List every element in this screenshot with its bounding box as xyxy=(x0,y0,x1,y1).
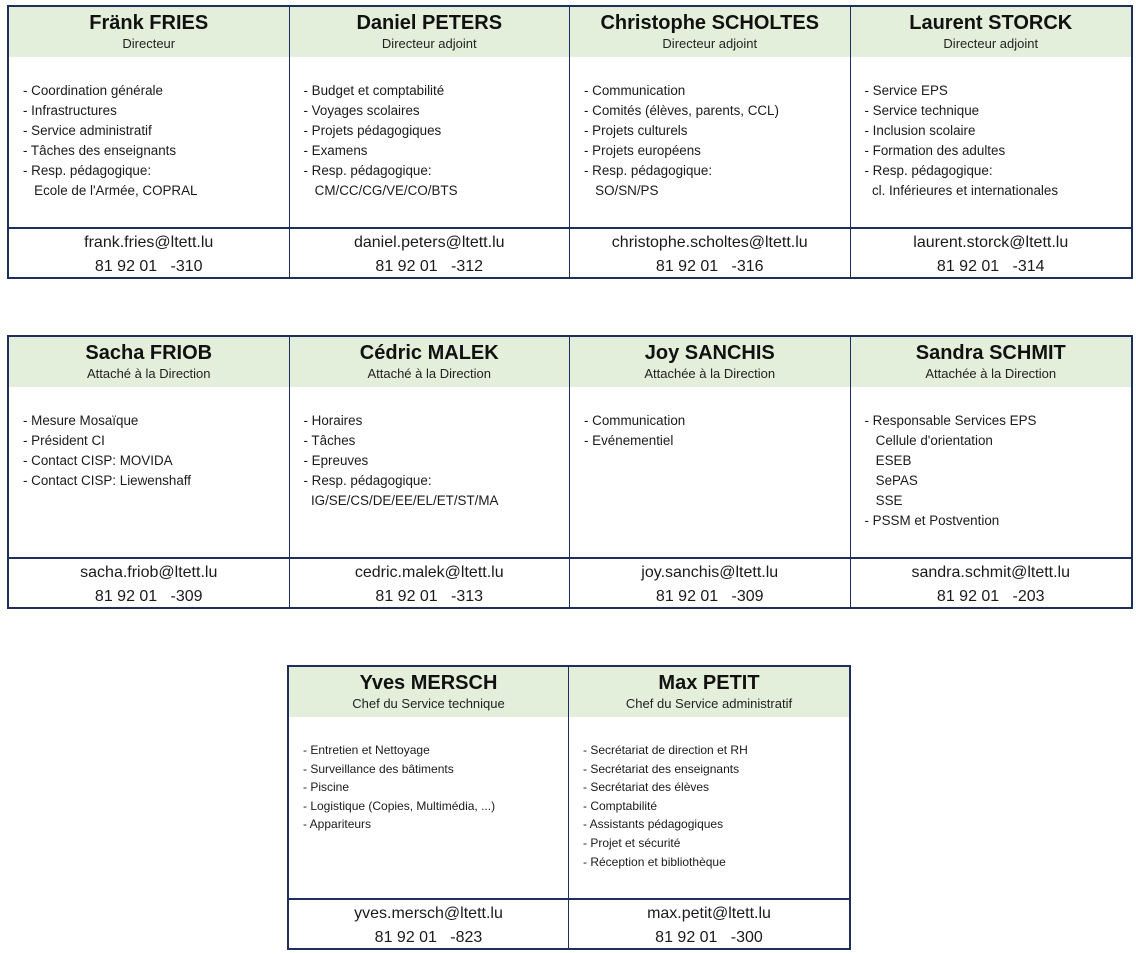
phone-number: 81 92 01 -313 xyxy=(375,588,484,605)
task-item: - Réception et bibliothèque xyxy=(583,854,726,869)
task-item: SO/SN/PS xyxy=(584,183,659,198)
staff-name: Daniel PETERS xyxy=(356,12,503,34)
staff-name: Sacha FRIOB xyxy=(85,342,213,364)
contact-footer xyxy=(290,557,570,609)
staff-name: Cédric MALEK xyxy=(359,342,499,364)
phone-number: 81 92 01 -203 xyxy=(936,588,1045,605)
task-item: Ecole de l'Armée, COPRAL xyxy=(23,183,198,198)
contact-footer xyxy=(851,227,1132,279)
staff-card xyxy=(289,667,569,950)
card-header xyxy=(570,337,850,387)
task-item: - Responsable Services EPS xyxy=(864,413,1037,428)
phone-number: 81 92 01 -312 xyxy=(375,258,484,275)
staff-name: Sandra SCHMIT xyxy=(915,342,1066,364)
email-link[interactable]: yves.mersch@ltett.lu xyxy=(354,905,503,922)
task-item: - Entretien et Nettoyage xyxy=(303,743,430,757)
staff-role: Directeur adjoint xyxy=(381,36,477,51)
task-item: - Secrétariat de direction et RH xyxy=(583,743,748,757)
staff-name: Joy SANCHIS xyxy=(644,342,775,364)
task-item: - Resp. pédagogique: xyxy=(864,163,993,178)
email-link[interactable]: cedric.malek@ltett.lu xyxy=(354,564,504,581)
task-item: - Projet et sécurité xyxy=(583,835,681,850)
task-list xyxy=(569,717,849,898)
staff-name: Christophe SCHOLTES xyxy=(600,12,820,34)
task-item: - Tâches xyxy=(303,433,356,448)
task-item: - Horaires xyxy=(303,413,363,428)
task-item: Cellule d'orientation xyxy=(864,433,993,448)
task-list xyxy=(570,387,850,557)
task-list xyxy=(851,57,1132,227)
task-list xyxy=(290,387,570,557)
task-item: - Surveillance des bâtiments xyxy=(303,761,454,776)
task-list xyxy=(9,387,289,557)
task-item: - Service administratif xyxy=(23,123,152,138)
staff-name: Fränk FRIES xyxy=(89,12,209,34)
staff-role: Directeur adjoint xyxy=(943,36,1039,51)
contact-footer xyxy=(569,898,849,950)
task-item: - Président CI xyxy=(23,433,105,448)
task-item: - Resp. pédagogique: xyxy=(23,163,152,178)
phone-number: 81 92 01 -310 xyxy=(94,258,203,275)
task-item: ESEB xyxy=(864,453,912,468)
task-item: - Communication xyxy=(584,413,686,428)
contact-footer xyxy=(851,557,1132,609)
task-item: - Infrastructures xyxy=(23,103,117,118)
task-item: - Voyages scolaires xyxy=(303,103,420,118)
email-link[interactable]: sacha.friob@ltett.lu xyxy=(80,564,218,581)
phone-number: 81 92 01 -316 xyxy=(655,258,764,275)
task-list xyxy=(290,57,570,227)
email-link[interactable]: frank.fries@ltett.lu xyxy=(84,234,214,251)
task-item: - Secrétariat des élèves xyxy=(583,780,710,795)
phone-number: 81 92 01 -309 xyxy=(655,588,764,605)
staff-role: Attachée à la Direction xyxy=(644,366,776,381)
task-item: - Projets pédagogiques xyxy=(303,123,442,138)
task-list xyxy=(851,387,1132,557)
email-link[interactable]: christophe.scholtes@ltett.lu xyxy=(611,234,808,251)
email-link[interactable]: joy.sanchis@ltett.lu xyxy=(641,564,779,581)
task-item: - Secrétariat des enseignants xyxy=(583,761,740,776)
staff-role: Attaché à la Direction xyxy=(367,366,492,381)
task-item: - Projets européens xyxy=(584,143,701,158)
task-item: - Service EPS xyxy=(864,83,948,98)
staff-card xyxy=(9,337,290,609)
task-item: - Comptabilité xyxy=(583,798,658,813)
contact-footer xyxy=(9,557,289,609)
task-item: SePAS xyxy=(864,473,918,488)
card-header xyxy=(851,337,1132,387)
email-link[interactable]: sandra.schmit@ltett.lu xyxy=(911,564,1071,581)
task-item: - Coordination générale xyxy=(23,83,163,98)
task-item: CM/CC/CG/VE/CO/BTS xyxy=(303,183,458,198)
task-item: cl. Inférieures et internationales xyxy=(864,183,1059,198)
staff-card xyxy=(851,337,1132,609)
task-item: - Resp. pédagogique: xyxy=(303,473,432,488)
staff-card xyxy=(290,7,571,279)
task-item: - Inclusion scolaire xyxy=(864,123,976,138)
card-header xyxy=(289,667,568,717)
contact-footer xyxy=(290,227,570,279)
card-header xyxy=(9,337,289,387)
card-header xyxy=(851,7,1132,57)
card-header xyxy=(9,7,289,57)
task-item: - Projets culturels xyxy=(584,123,688,138)
task-item: - Tâches des enseignants xyxy=(23,143,177,158)
card-header xyxy=(570,7,850,57)
staff-card xyxy=(570,7,851,279)
staff-role: Chef du Service administratif xyxy=(625,696,793,711)
task-item: - Epreuves xyxy=(303,453,369,468)
phone-number: 81 92 01 -314 xyxy=(936,258,1045,275)
service-heads-row xyxy=(287,665,851,950)
task-item: - Comités (élèves, parents, CCL) xyxy=(584,103,779,118)
card-header xyxy=(290,337,570,387)
staff-name: Max PETIT xyxy=(658,672,760,694)
task-item: - Piscine xyxy=(303,780,350,795)
email-link[interactable]: daniel.peters@ltett.lu xyxy=(353,234,505,251)
task-item: SSE xyxy=(864,493,903,508)
task-item: - Logistique (Copies, Multimédia, ...) xyxy=(303,798,496,813)
task-item: IG/SE/CS/DE/EE/EL/ET/ST/MA xyxy=(303,493,499,508)
staff-name: Yves MERSCH xyxy=(359,672,498,694)
contact-footer xyxy=(570,227,850,279)
staff-card xyxy=(290,337,571,609)
phone-number: 81 92 01 -300 xyxy=(655,929,763,946)
contact-footer xyxy=(570,557,850,609)
task-item: - Service technique xyxy=(864,103,980,118)
task-list xyxy=(289,717,568,898)
staff-role: Directeur adjoint xyxy=(662,36,758,51)
email-link[interactable]: laurent.storck@ltett.lu xyxy=(913,234,1069,251)
task-item: - Assistants pédagogiques xyxy=(583,817,724,832)
staff-card xyxy=(851,7,1132,279)
staff-card xyxy=(570,337,851,609)
contact-footer xyxy=(9,227,289,279)
task-item: - Resp. pédagogique: xyxy=(584,163,713,178)
staff-role: Attachée à la Direction xyxy=(925,366,1057,381)
task-item: - Contact CISP: Liewenshaff xyxy=(23,473,191,488)
task-item: - Contact CISP: MOVIDA xyxy=(23,453,173,468)
staff-card xyxy=(9,7,290,279)
staff-role: Attaché à la Direction xyxy=(86,366,211,381)
task-item: - Mesure Mosaïque xyxy=(23,413,139,428)
phone-number: 81 92 01 -823 xyxy=(374,929,483,946)
task-list xyxy=(570,57,850,227)
staff-name: Laurent STORCK xyxy=(909,12,1073,34)
contact-footer xyxy=(289,898,568,950)
task-item: - Evénementiel xyxy=(584,433,674,448)
task-item: - Communication xyxy=(584,83,686,98)
task-item: - PSSM et Postvention xyxy=(864,513,1000,528)
card-header xyxy=(569,667,849,717)
task-item: - Resp. pédagogique: xyxy=(303,163,432,178)
staff-card xyxy=(569,667,849,950)
task-item: - Budget et comptabilité xyxy=(303,83,445,98)
card-header xyxy=(290,7,570,57)
phone-number: 81 92 01 -309 xyxy=(94,588,203,605)
attaches-row xyxy=(7,335,1133,609)
task-item: - Formation des adultes xyxy=(864,143,1006,158)
email-link[interactable]: max.petit@ltett.lu xyxy=(647,905,771,922)
task-list xyxy=(9,57,289,227)
task-item: - Examens xyxy=(303,143,368,158)
staff-role: Chef du Service technique xyxy=(352,696,505,711)
staff-role: Directeur xyxy=(122,36,176,51)
directors-row xyxy=(7,5,1133,279)
task-item: - Appariteurs xyxy=(303,817,372,832)
